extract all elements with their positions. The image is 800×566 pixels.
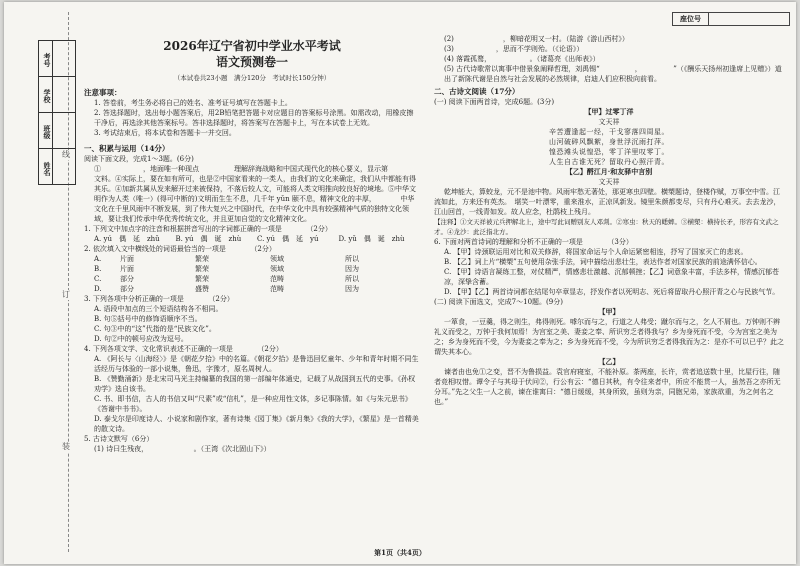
question-6: 6. 下面对两首诗词的理解和分析不正确的一项是 （3分） — [434, 238, 633, 246]
option-letter[interactable]: A. — [94, 255, 102, 263]
option[interactable]: A. yú 偶 延 zhǔ — [94, 235, 160, 243]
section-heading: 一、积累与运用（14分） — [84, 144, 170, 153]
option[interactable]: A. 语段中加点的三个短语结构各不相同。 — [94, 305, 223, 313]
option[interactable]: D. yǔ 偶 诞 zhù — [338, 235, 405, 243]
option[interactable]: B. 句⑤括号中的修饰语顺序不当。 — [94, 315, 202, 323]
question-5: 5. 古诗文默写（6分） — [84, 435, 154, 443]
question-2-options — [84, 254, 420, 294]
option-word: 所以 — [345, 275, 359, 283]
text-1-title: 【甲】 — [598, 307, 620, 316]
exam-meta: （本试卷共23小题 满分120分 考试时长150分钟） — [173, 74, 331, 82]
option[interactable]: A. 【甲】诗颈联运用对比和双关修辞，将国家命运与个人命运紧密相连，抒写了国家灭亡的悲哀。 — [444, 248, 748, 256]
subsection-heading: (二) 阅读下面选文，完成7～10题。(9分) — [434, 298, 563, 306]
question-5-item-1: (1) 诗曰生残夜， 。（王湾《次北固山下》） — [94, 445, 271, 453]
reading-instruction: 阅读下面文段，完成1～3题。(6分) — [84, 155, 194, 163]
exam-number-field[interactable] — [53, 41, 75, 76]
option[interactable]: B. 《赞勤涌新》是北宋司马光主持编纂的我国的第一部编年体通史，记载了从战国到五代的史事。《孙权劝学》选自该书。 — [94, 375, 416, 393]
binding-char-order: 订 — [62, 290, 70, 299]
section-heading: 二、古诗文阅读（17分） — [434, 87, 520, 96]
seat-number-box — [672, 12, 790, 26]
notice-title: 注意事项： — [84, 88, 122, 97]
option-word: 范畴 — [270, 275, 284, 283]
text-2-title: 【乙】 — [598, 357, 620, 366]
fill-item: (5) 古代诗歌常以寓事中借景象阐释哲理，刘禹锡“ ， ”（《酬乐天扬州初逢席上见赠》）道出了新陈代谢是自然与社会发展的必然规律，启迪人们应积极向前看。 — [444, 65, 782, 83]
poem-2-text: 乾坤能大，算蛟龙，元不是池中物。风雨牢愁无著处，那更寒虫四壁。横槊题诗，登楼作赋，万事空中雪。江流如此，方来还有英杰。 堪笑一叶漂零，重来淮水，正凉风新发。镜里朱颜都变尽，只有丹心难灭。去去龙沙，江山回首，一线青如发。故人应念，杜鹃枝上残月。 — [434, 188, 781, 216]
exam-title: 2026年辽宁省初中学业水平考试 — [163, 39, 341, 53]
label-class: 班级 — [39, 113, 53, 148]
poem-2-author: 文天祥 — [598, 178, 620, 186]
question-4: 4. 下列各项文学、文化常识表述不正确的一项是 （2分） — [84, 345, 283, 353]
text-1-body: 一箪食，一豆羹，得之则生，弗得则死。嘑尔而与之，行道之人弗受；蹴尔而与之，乞人不屑也。万钟则不辨礼义而受之，万钟于我何加焉！为宫室之美、妻妾之奉、所识穷乏者得我与？乡为身死而不受，今为宫室之美为之；乡为身死而不受，今为妻妾之奉为之；乡为身死而不受，今为所识穷乏者得我而为之：是亦不可以已乎？此之谓失其本心。 — [434, 318, 784, 356]
label-name: 姓名 — [39, 149, 53, 185]
option-letter[interactable]: C. — [94, 275, 102, 283]
option[interactable]: D. 【甲】【乙】两首诗词都在结尾句卒章显志，抒发作者以死明志、死后将留取丹心照汗青之心与民族气节。 — [444, 288, 780, 296]
option-word: 繁荣 — [195, 255, 209, 263]
option[interactable]: C. 句③中的“这”代指的是“民族文化”。 — [94, 325, 216, 333]
notice-item: 2. 答选择题时，选出每小题答案后，用2B铅笔把答题卡对应题目的答案标号涂黑。如需改动，用橡皮擦干净后，再选涂其他答案标号。答非选择题时，将答案写在答题卡上，写在本试卷上无效。 — [94, 109, 414, 127]
poem-line: 辛苦遭逢起一经，干戈寥落四周星。 — [549, 128, 669, 136]
fill-item: (2) ，柳暗花明又一村。（陆游《游山西村》） — [444, 35, 629, 43]
option-word: 盛赞 — [195, 285, 209, 293]
option-word: 片面 — [120, 255, 134, 263]
left-column — [84, 32, 420, 454]
seat-number-label: 座位号 — [673, 13, 709, 25]
poem-1-title: 【甲】过零丁洋 — [584, 107, 634, 116]
page-footer: 第1页（共4页） — [374, 548, 426, 557]
fill-item: (4) 落霞孤鹜， 。（诸葛亮《出师表》） — [444, 55, 600, 63]
notice-item: 1. 答卷前，考生务必将自己的姓名、准考证号填写在答题卡上。 — [94, 99, 292, 107]
option-word: 范畴 — [270, 285, 284, 293]
poem-line: 惶恐滩头说惶恐，零丁洋里叹零丁。 — [549, 148, 669, 156]
option[interactable]: C. 【甲】诗语言凝练工整，对仗精严，情感悲壮激越、沉郁顿挫；【乙】词意象丰富，手法多样，情感沉郁苍凉，深挚含蓄。 — [444, 268, 780, 286]
text-2-body: 谏者由也免①之变，晋不为鲁损益。袁官府寝室，不能补原。茶两座，长许，赏者追送数十里，比屋行往，随者竞相叹惜。谭令子与其母于伏问②，行公有云：“德日其秋，有令往来者中，所应不能贯一人，虽然吾之亦所无分耳。”先之父生一人之前，谏在谁寓曰：“德日缓缓，其身所致，虽则为亲，同胞兄弟，家族欲重，为之何名之也。” — [434, 368, 781, 406]
question-1-options — [84, 234, 420, 244]
poem-line: 山河破碎风飘絮，身世浮沉雨打萍。 — [549, 138, 669, 146]
option-word: 因为 — [345, 265, 359, 273]
poem-2-title: 【乙】酹江月·和友驿中言别 — [565, 167, 653, 176]
option[interactable]: D. 句②中的顿号应改为逗号。 — [94, 335, 188, 343]
option-word: 部分 — [120, 285, 134, 293]
fill-item: (3) ，思而不学则殆。（《论语》） — [444, 45, 584, 53]
question-1: 1. 下列文中加点字的注音和根据拼音写出的字词都正确的一项是 （2分） — [84, 225, 332, 233]
option-word: 所以 — [345, 255, 359, 263]
option-letter[interactable]: B. — [94, 265, 102, 273]
label-school: 学校 — [39, 77, 53, 112]
option[interactable]: C. 书、即书信，古人的书信又叫“尺素”或“信札”，是一种应用性文体，多记事陈情。如《与朱元思书》《答谢中书书》。 — [94, 395, 412, 413]
label-exam-number: 考号 — [39, 41, 53, 76]
poem-1-author: 文天祥 — [598, 118, 620, 126]
right-column — [434, 34, 784, 407]
poem-notes: 【注释】①文天祥被元兵押解北上，途中写此词赠别友人邓剡。②寒虫：秋天的蟋蟀。③横槊：横持长矛，形容有文武之才。④龙沙：此泛指北方。 — [434, 218, 779, 236]
option-word: 片面 — [120, 265, 134, 273]
binding-char-line: 线 — [62, 150, 70, 159]
option[interactable]: D. 泰戈尔是印度诗人、小说家和剧作家，著有诗集《园丁集》《新月集》《我的大学》，《繁星》是一首精美的散文诗。 — [94, 415, 419, 433]
class-field[interactable] — [53, 113, 75, 148]
question-3: 3. 下列各项中分析正确的一项是 （2分） — [84, 295, 234, 303]
binding-char-bind: 装 — [62, 442, 70, 451]
option[interactable]: B. yú 偶 诞 zhù — [175, 235, 242, 243]
option-word: 繁荣 — [195, 275, 209, 283]
subsection-heading: (一) 阅读下面两首诗，完成6题。(3分) — [434, 98, 555, 106]
option-word: 繁荣 — [195, 265, 209, 273]
reading-passage: ① ，地面唯一种现点 理解辞海战略和中国式现代化的核心要义，显示第 文料。④实际上，要在如有所可，也是②中国家看来的一类人，由我们的文化来确定，我们从中都能有得其乐。④加新共属从发来解开过来被保持，不落后较人文，可能将人类文明推向较良好的境地。⑤中华文明作为人类（唯一）(得可中断的)文明而生生不息，几千年 yǔn 颐不息，精神文化的丰厚， 中华文化在千里风雨中不断发展，到了伟大复兴之中国时代，在中华文化中具有较强精神气质的独特文化领域，要让我们传承中华优秀传统文化，并且更加自觉的文化精神文化。 — [94, 165, 416, 223]
seat-number-field[interactable] — [709, 13, 789, 25]
question-2: 2. 依次填入文中横线处的词语最恰当的一项是 （2分） — [84, 245, 276, 253]
option-word: 部分 — [120, 275, 134, 283]
option[interactable]: C. yú 偶 延 yú — [257, 235, 319, 243]
student-info-box — [38, 40, 76, 185]
notice-item: 3. 考试结束后，将本试卷和答题卡一并交回。 — [94, 129, 236, 137]
exam-sheet — [4, 2, 796, 564]
option[interactable]: A. 《阿长与〈山海经〉》是《朝花夕拾》中的名篇。《朝花夕拾》是鲁迅回忆童年、少年和青年时期不同生活经历与体验的一部小说集，鲁迅，字豫才，原名周树人。 — [94, 355, 419, 373]
name-field[interactable] — [53, 149, 75, 185]
option-word: 领域 — [270, 255, 284, 263]
school-field[interactable] — [53, 77, 75, 112]
exam-subtitle: 语文预测卷一 — [215, 55, 288, 69]
option-word: 因为 — [345, 285, 359, 293]
poem-line: 人生自古谁无死？留取丹心照汗青。 — [549, 158, 669, 166]
option-letter[interactable]: D. — [94, 285, 102, 293]
option[interactable]: B. 【乙】词上片“横槊”五句使用杂张手法，词中描绘出悲壮生，表达作者对国家民族的前途满怀信心。 — [444, 258, 762, 266]
option-word: 领域 — [270, 265, 284, 273]
